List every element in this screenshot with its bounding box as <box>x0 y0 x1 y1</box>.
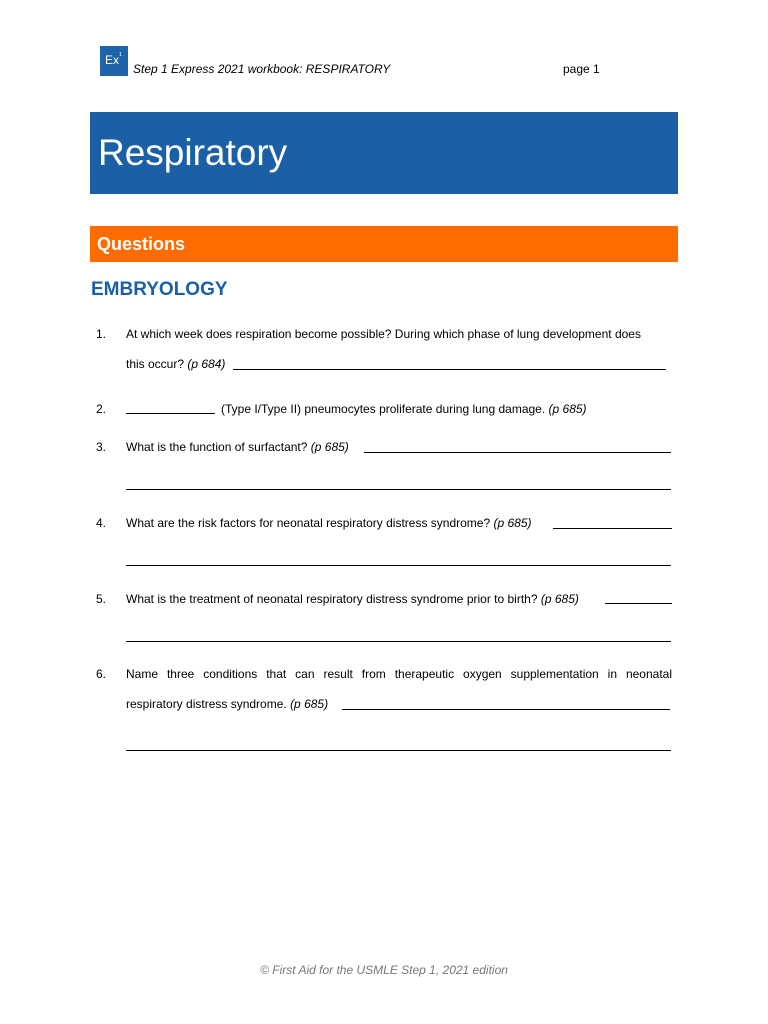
answer-line[interactable] <box>126 750 671 751</box>
question-number: 4. <box>96 516 107 530</box>
question-text-continued <box>126 697 328 711</box>
page-reference: (p 685) <box>290 697 329 711</box>
question-text-part: respiratory distress syndrome. <box>126 697 287 711</box>
answer-line[interactable] <box>342 709 670 710</box>
questions-bar <box>90 226 678 262</box>
question-text: What is the treatment of neonatal respiratory distress syndrome prior to birth? <box>126 592 538 606</box>
answer-line[interactable] <box>126 565 671 566</box>
logo-superscript: 1 <box>119 52 122 58</box>
section-heading: EMBRYOLOGY <box>91 279 228 300</box>
page-number: page 1 <box>563 62 600 76</box>
question-text: Name three conditions that can result from therapeutic oxygen supplementation in neonatal <box>126 667 672 681</box>
answer-line[interactable] <box>605 603 672 604</box>
question-text-row <box>126 516 532 530</box>
question-text-part: this occur? <box>126 357 185 371</box>
chapter-banner <box>90 112 678 194</box>
answer-line[interactable] <box>126 489 671 490</box>
question-text-row <box>126 592 579 606</box>
question-text-continued <box>126 357 225 371</box>
answer-line[interactable] <box>233 369 666 370</box>
page-reference: (p 685) <box>540 592 579 606</box>
question-text-row <box>221 402 587 416</box>
footer-copyright: © First Aid for the USMLE Step 1, 2021 edition <box>260 963 508 977</box>
question-number: 2. <box>96 402 107 416</box>
question-text: (Type I/Type II) pneumocytes proliferate during lung damage. <box>221 402 546 416</box>
question-number: 6. <box>96 667 107 681</box>
question-text: What are the risk factors for neonatal respiratory distress syndrome? <box>126 516 491 530</box>
questions-label: Questions <box>97 234 186 254</box>
answer-line[interactable] <box>364 452 671 453</box>
page-reference: (p 685) <box>548 402 587 416</box>
page-reference: (p 685) <box>310 440 349 454</box>
page-reference: (p 685) <box>493 516 532 530</box>
question-number: 1. <box>96 327 107 341</box>
question-text: What is the function of surfactant? <box>126 440 308 454</box>
document-title: Step 1 Express 2021 workbook: RESPIRATORY <box>133 62 391 76</box>
express-logo <box>100 46 128 76</box>
question-number: 3. <box>96 440 107 454</box>
answer-line[interactable] <box>126 641 671 642</box>
answer-blank[interactable] <box>126 413 215 414</box>
question-text-row <box>126 440 349 454</box>
page-reference: (p 684) <box>187 357 226 371</box>
logo-text: Ex <box>105 53 120 67</box>
chapter-title: Respiratory <box>98 132 288 173</box>
answer-line[interactable] <box>553 528 672 529</box>
question-text: At which week does respiration become possible? During which phase of lung development does <box>126 327 641 341</box>
question-number: 5. <box>96 592 107 606</box>
